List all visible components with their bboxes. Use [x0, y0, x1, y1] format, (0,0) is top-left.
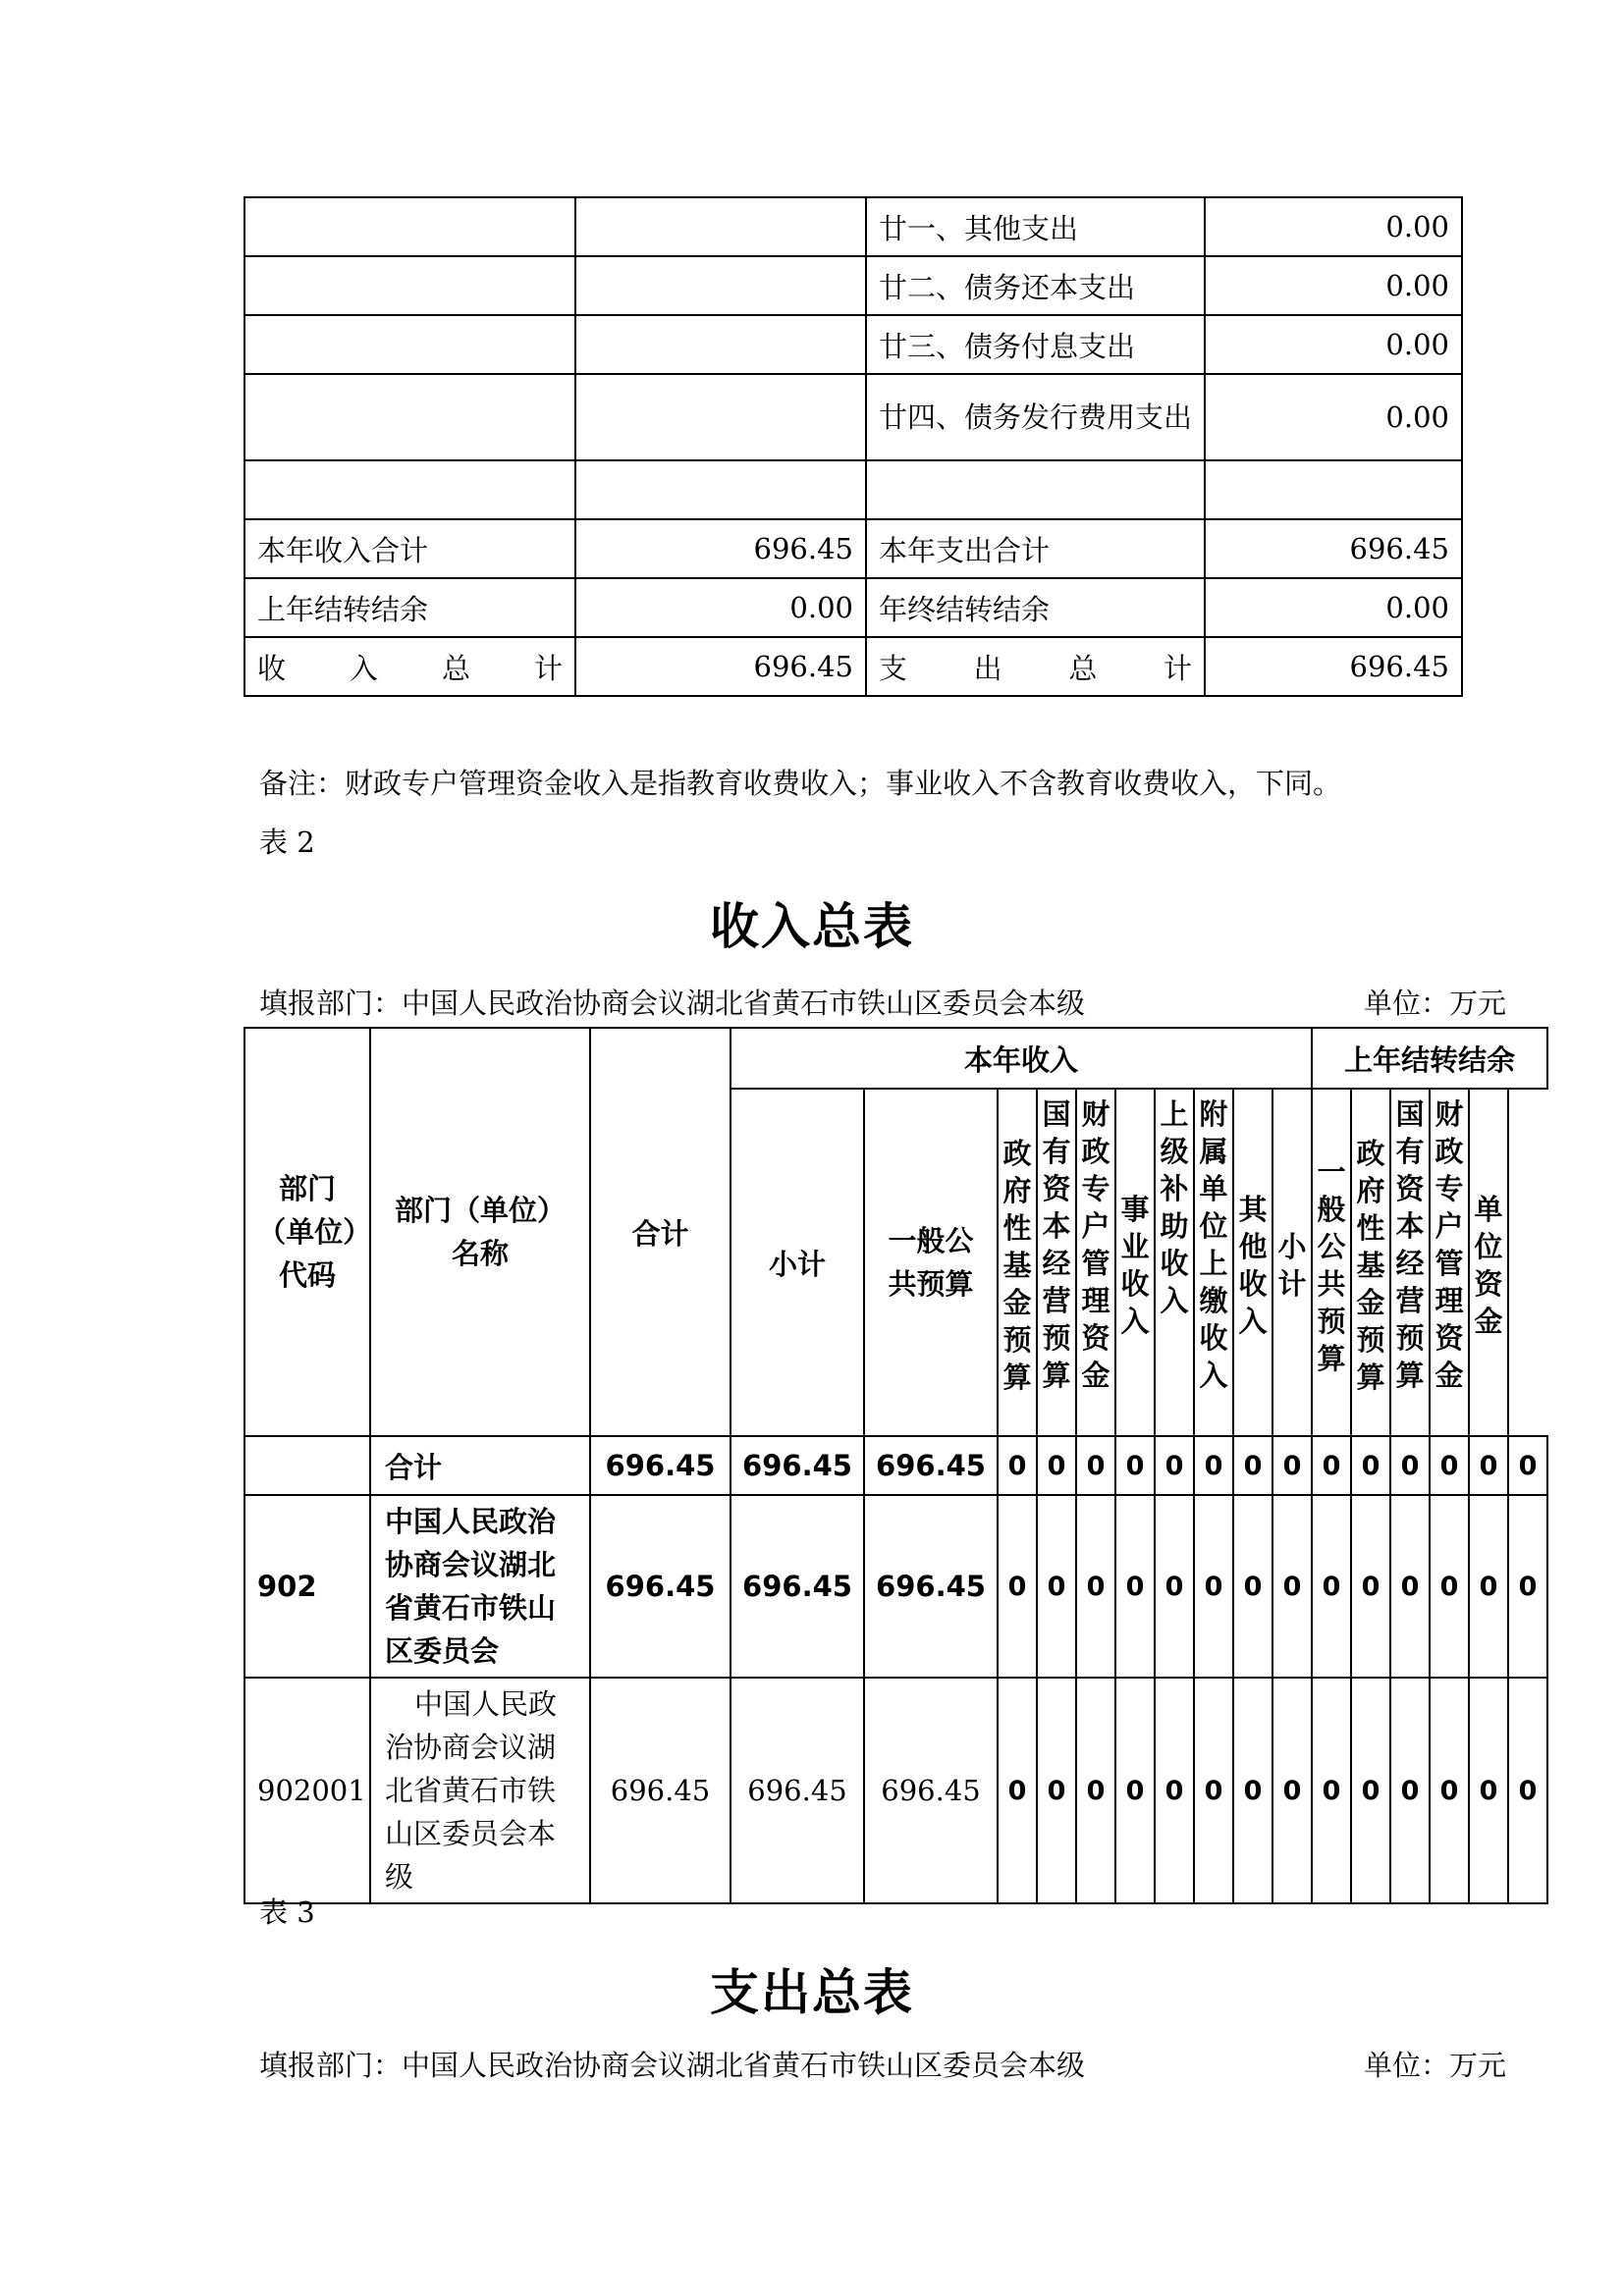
- value: 0: [1312, 1436, 1351, 1495]
- header-ly-subtotal: 小计: [1272, 1089, 1312, 1436]
- table-row: [244, 256, 1462, 315]
- cell: 0.00: [1205, 315, 1462, 374]
- value: 0: [1390, 1436, 1430, 1495]
- value: 0: [1233, 1495, 1272, 1678]
- expense-total-label: 支 出 总 计: [866, 637, 1205, 696]
- table-2-label: 表 2: [259, 826, 315, 859]
- dept-name: 中国人民政治协商会议湖北省黄石市铁山区委员会: [370, 1495, 590, 1678]
- value: 0: [1469, 1495, 1508, 1678]
- subtotal-value: 696.45: [731, 1436, 864, 1495]
- cell: [244, 374, 575, 460]
- header-affiliated-income: 附属单位上缴收入: [1194, 1089, 1233, 1436]
- table-row: [244, 1495, 1547, 1678]
- total-value: 696.45: [590, 1678, 731, 1903]
- value: 0: [1155, 1678, 1194, 1903]
- general-value: 696.45: [864, 1436, 998, 1495]
- header-superior-subsidy: 上级补助收入: [1155, 1089, 1194, 1436]
- header-last-year: 上年结转结余: [1312, 1028, 1547, 1089]
- value: 0: [998, 1495, 1037, 1678]
- cell: [575, 197, 866, 256]
- value: 0: [1272, 1678, 1312, 1903]
- value: 0: [1155, 1495, 1194, 1678]
- value: 0: [1076, 1678, 1115, 1903]
- table-row: [244, 578, 1462, 637]
- header-ly-unit-fund: 单位资金: [1469, 1089, 1508, 1436]
- table-row: [244, 460, 1462, 519]
- value: 0: [1390, 1495, 1430, 1678]
- cell: 696.45: [575, 519, 866, 578]
- header-state-capital: 国有资本经营预算: [1037, 1089, 1076, 1436]
- dept-code: 902: [244, 1495, 370, 1678]
- value: 0: [1508, 1495, 1547, 1678]
- header-business-income: 事业收入: [1115, 1089, 1155, 1436]
- cell: 本年支出合计: [866, 519, 1205, 578]
- value: 0: [1430, 1678, 1469, 1903]
- value: 0: [1469, 1678, 1508, 1903]
- dept-name: 中国人民政治协商会议湖北省黄石市铁山区委员会本级: [370, 1678, 590, 1903]
- cell: 0.00: [1205, 374, 1462, 460]
- dept-code: 902001: [244, 1678, 370, 1903]
- cell: 年终结转结余: [866, 578, 1205, 637]
- header-general-budget: 一般公共预算: [864, 1089, 998, 1436]
- cell: 0.00: [1205, 256, 1462, 315]
- value: 0: [1037, 1495, 1076, 1678]
- value: 0: [1194, 1678, 1233, 1903]
- table-row: [244, 1436, 1547, 1495]
- table-3-meta: [259, 2044, 1506, 2084]
- expense-title: 支出总表: [710, 1963, 914, 2021]
- value: 0: [1155, 1436, 1194, 1495]
- cell: 廿三、债务付息支出: [866, 315, 1205, 374]
- value: 0: [1312, 1495, 1351, 1678]
- cell: [244, 197, 575, 256]
- header-other-income: 其他收入: [1233, 1089, 1272, 1436]
- value: 0: [1233, 1436, 1272, 1495]
- cell: 上年结转结余: [244, 578, 575, 637]
- table-3-label: 表 3: [259, 1896, 315, 1929]
- income-total-label: 收 入 总 计: [244, 637, 575, 696]
- value: 0: [1194, 1495, 1233, 1678]
- cell: [575, 315, 866, 374]
- header-total: 合计: [590, 1028, 731, 1436]
- value: 0: [1115, 1495, 1155, 1678]
- income-summary-table: [244, 1027, 1548, 1904]
- table-row: [244, 315, 1462, 374]
- header-ly-general: 一般公共预算: [1312, 1089, 1351, 1436]
- table-1-continuation: [244, 196, 1463, 697]
- header-this-year: 本年收入: [731, 1028, 1312, 1089]
- value: 0: [1351, 1495, 1390, 1678]
- value: 0: [1076, 1436, 1115, 1495]
- header-row: [244, 1028, 1547, 1089]
- value: 0: [1430, 1436, 1469, 1495]
- total-value: 696.45: [590, 1495, 731, 1678]
- cell: [244, 315, 575, 374]
- value: 0: [1233, 1678, 1272, 1903]
- value: 0: [1272, 1436, 1312, 1495]
- value: 0: [1390, 1678, 1430, 1903]
- header-subtotal: 小计: [731, 1089, 864, 1436]
- value: 0: [1115, 1436, 1155, 1495]
- cell: [244, 460, 575, 519]
- header-special-account: 财政专户管理资金: [1076, 1089, 1115, 1436]
- table-2-meta: [259, 982, 1506, 1022]
- footnote: 备注：财政专户管理资金收入是指教育收费收入；事业收入不含教育收费收入，下同。: [259, 767, 1342, 800]
- value: 0: [1508, 1678, 1547, 1903]
- cell: 廿四、债务发行费用支出: [866, 374, 1205, 460]
- value: 0: [1037, 1678, 1076, 1903]
- cell: [575, 460, 866, 519]
- value: 0: [998, 1678, 1037, 1903]
- cell: [244, 256, 575, 315]
- expense-total-value: 696.45: [1205, 637, 1462, 696]
- table-row: [244, 637, 1462, 696]
- value: 0: [1115, 1678, 1155, 1903]
- value: 0: [1469, 1436, 1508, 1495]
- value: 0: [1351, 1436, 1390, 1495]
- cell: 0.00: [1205, 578, 1462, 637]
- income-title: 收入总表: [710, 897, 914, 955]
- value: 0: [1076, 1495, 1115, 1678]
- table-row: [244, 1678, 1547, 1903]
- value: 0: [1351, 1678, 1390, 1903]
- cell: [1205, 460, 1462, 519]
- cell: 0.00: [1205, 197, 1462, 256]
- income-total-value: 696.45: [575, 637, 866, 696]
- header-gov-fund: 政府性基金预算: [998, 1089, 1037, 1436]
- cell: 本年收入合计: [244, 519, 575, 578]
- total-value: 696.45: [590, 1436, 731, 1495]
- dept-code: [244, 1436, 370, 1495]
- table-row: [244, 197, 1462, 256]
- general-value: 696.45: [864, 1495, 998, 1678]
- header-dept-code: 部门（单位）代码: [244, 1028, 370, 1436]
- cell: 廿二、债务还本支出: [866, 256, 1205, 315]
- cell: [575, 256, 866, 315]
- cell: 696.45: [1205, 519, 1462, 578]
- unit-label: 单位：万元: [1363, 987, 1506, 1020]
- dept-name: 合计: [370, 1436, 590, 1495]
- value: 0: [998, 1436, 1037, 1495]
- cell: 0.00: [575, 578, 866, 637]
- value: 0: [1037, 1436, 1076, 1495]
- cell: 廿一、其他支出: [866, 197, 1205, 256]
- fill-department: 填报部门：中国人民政治协商会议湖北省黄石市铁山区委员会本级: [259, 987, 1086, 1020]
- table-row: [244, 519, 1462, 578]
- subtotal-value: 696.45: [731, 1495, 864, 1678]
- value: 0: [1194, 1436, 1233, 1495]
- fill-department: 填报部门：中国人民政治协商会议湖北省黄石市铁山区委员会本级: [259, 2049, 1086, 2082]
- cell: [575, 374, 866, 460]
- header-ly-state-capital: 国有资本经营预算: [1390, 1089, 1430, 1436]
- unit-label: 单位：万元: [1363, 2049, 1506, 2082]
- header-ly-gov-fund: 政府性基金预算: [1351, 1089, 1390, 1436]
- header-ly-special: 财政专户管理资金: [1430, 1089, 1469, 1436]
- subtotal-value: 696.45: [731, 1678, 864, 1903]
- value: 0: [1430, 1495, 1469, 1678]
- cell: [866, 460, 1205, 519]
- header-dept-name: 部门（单位）名称: [370, 1028, 590, 1436]
- general-value: 696.45: [864, 1678, 998, 1903]
- value: 0: [1508, 1436, 1547, 1495]
- value: 0: [1312, 1678, 1351, 1903]
- table-row: [244, 374, 1462, 460]
- value: 0: [1272, 1495, 1312, 1678]
